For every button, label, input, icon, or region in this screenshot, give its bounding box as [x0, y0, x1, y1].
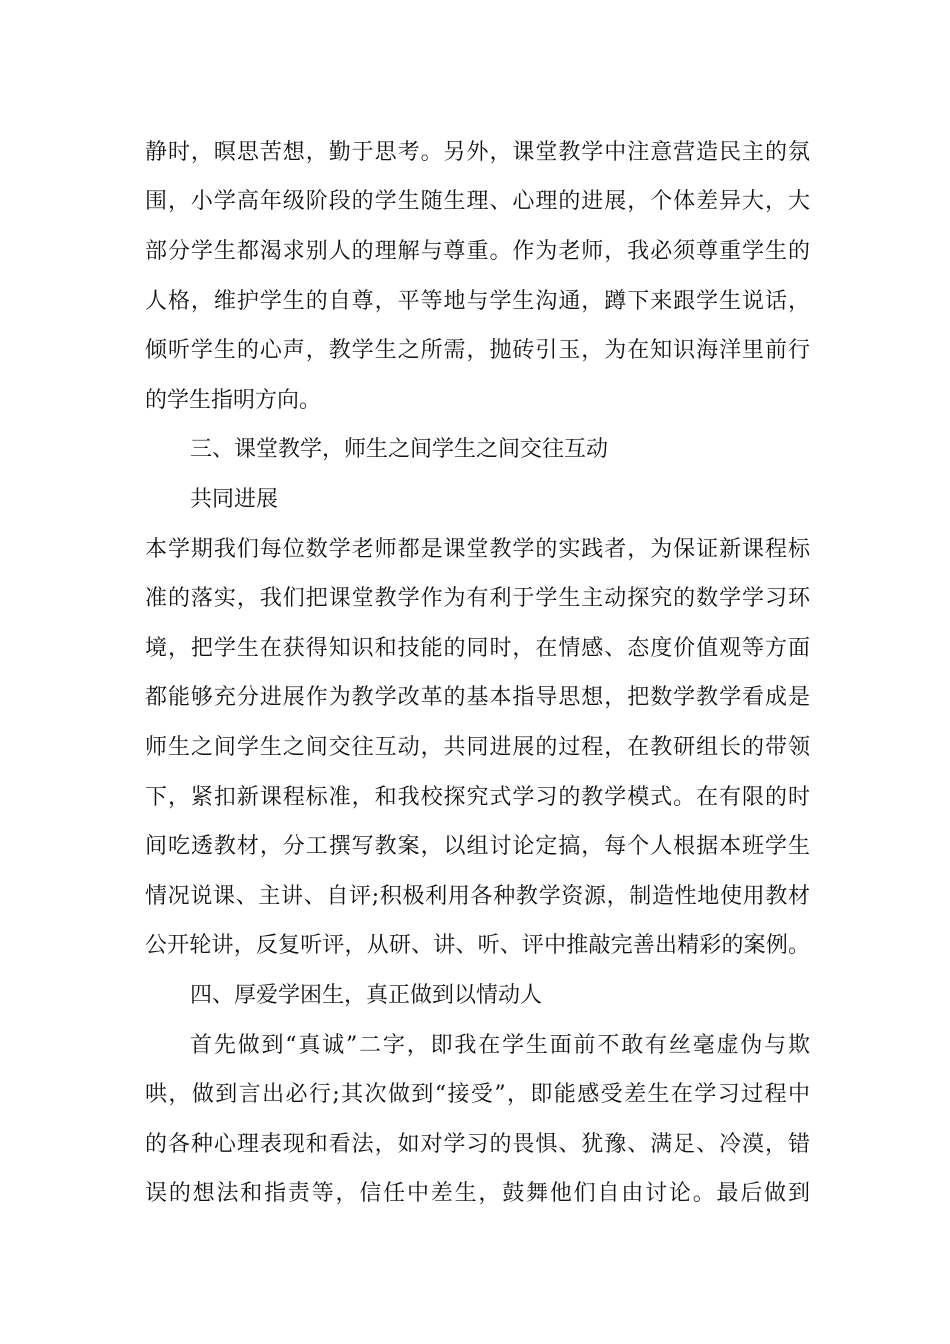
- text-line-9: 本学期我们每位数学老师都是课堂教学的实践者，为保证新课程标: [145, 537, 810, 562]
- text-line-1: 静时，暝思苦想，勤于思考。另外，课堂教学中注意营造民主的氛: [145, 140, 810, 165]
- text-line-12: 都能够充分进展作为教学改革的基本指导思想，把数学教学看成是: [145, 685, 810, 710]
- text-line-10: 准的落实，我们把课堂教学作为有利于学生主动探究的数学学习环: [145, 586, 810, 611]
- text-line-14: 下，紧扣新课程标准，和我校探究式学习的教学模式。在有限的时: [145, 785, 810, 810]
- text-line-13: 师生之间学生之间交往互动，共同进展的过程，在教研组长的带领: [145, 735, 810, 760]
- text-line-17: 公开轮讲，反复听评，从研、讲、听、评中推敲完善出精彩的案例。: [145, 933, 810, 958]
- text-line-5: 倾听学生的心声，教学生之所需，抛砖引玉，为在知识海洋里前行: [145, 338, 810, 363]
- text-line-3: 部分学生都渴求别人的理解与尊重。作为老师，我必须尊重学生的: [145, 239, 810, 264]
- text-line-4: 人格，维护学生的自尊，平等地与学生沟通，蹲下来跟学生说话，: [145, 289, 810, 314]
- section-heading-4: 四、厚爱学困生，真正做到以情动人: [190, 983, 543, 1008]
- text-line-22: 误的想法和指责等，信任中差生，鼓舞他们自由讨论。最后做到: [145, 1181, 810, 1206]
- text-line-19: 首先做到“真诚”二字，即我在学生面前不敢有丝毫虚伪与欺: [190, 1033, 810, 1058]
- text-line-2: 围，小学高年级阶段的学生随生理、心理的进展，个体差异大，大: [145, 189, 810, 214]
- text-line-6: 的学生指明方向。: [145, 388, 322, 413]
- section-heading-3: 三、课堂教学，师生之间学生之间交往互动: [190, 437, 609, 462]
- text-line-15: 间吃透教材，分工撰写教案，以组讨论定搞，每个人根据本班学生: [145, 834, 810, 859]
- text-line-20: 哄，做到言出必行;其次做到“接受”，即能感受差生在学习过程中: [145, 1082, 810, 1107]
- text-line-16: 情况说课、主讲、自评;积极利用各种教学资源，制造性地使用教材: [145, 884, 810, 909]
- section-heading-3-cont: 共同进展: [190, 487, 279, 512]
- text-line-11: 境，把学生在获得知识和技能的同时，在情感、态度价值观等方面: [145, 636, 810, 661]
- text-line-21: 的各种心理表现和看法，如对学习的畏惧、犹豫、满足、冷漠，错: [145, 1132, 810, 1157]
